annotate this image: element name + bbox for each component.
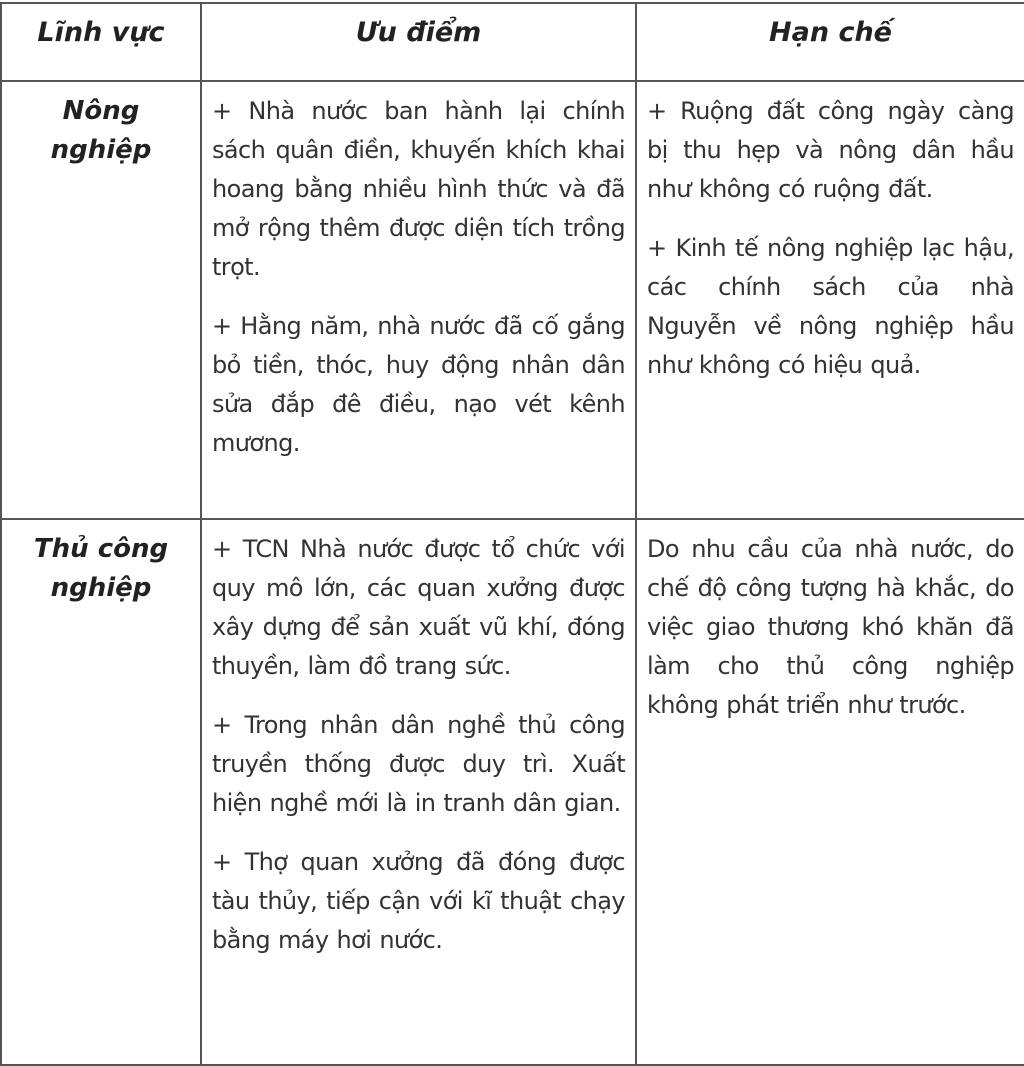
field-cell-handicraft xyxy=(1,519,201,1065)
header-pros: Ưu điểm xyxy=(201,3,636,81)
table-row-agriculture xyxy=(1,81,1024,519)
pros-paragraph: + TCN Nhà nước được tổ chức với quy mô lớn, các quan xưởng được xây dựng để sản xuất vũ khí, đóng thuyền, làm đồ trang sức. xyxy=(212,535,625,680)
field-label-line: nghiệp xyxy=(50,135,152,165)
header-field: Lĩnh vực xyxy=(1,3,201,81)
cons-cell-agriculture xyxy=(636,81,1024,519)
table-row-handicraft xyxy=(1,519,1024,1065)
table-header-row xyxy=(1,3,1024,81)
field-label-line: nghiệp xyxy=(50,573,152,603)
cons-cell-handicraft xyxy=(636,519,1024,1065)
pros-paragraph: + Trong nhân dân nghề thủ công truyền thống được duy trì. Xuất hiện nghề mới là in tranh dân gian. xyxy=(212,711,625,817)
field-label-line: Nông xyxy=(62,96,140,126)
pros-paragraph: + Nhà nước ban hành lại chính sách quân điền, khuyến khích khai hoang bằng nhiều hình thức và đã mở rộng thêm được diện tích trồng trọt. xyxy=(212,97,625,281)
pros-paragraph: + Thợ quan xưởng đã đóng được tàu thủy, tiếp cận với kĩ thuật chạy bằng máy hơi nước. xyxy=(212,848,625,954)
pros-cell-handicraft xyxy=(201,519,636,1065)
field-cell-agriculture xyxy=(1,81,201,519)
pros-cell-agriculture xyxy=(201,81,636,519)
pros-paragraph: + Hằng năm, nhà nước đã cố gắng bỏ tiền, thóc, huy động nhân dân sửa đắp đê điều, nạo vét kênh mương. xyxy=(212,312,625,457)
header-cons: Hạn chế xyxy=(636,3,1024,81)
cons-paragraph: + Ruộng đất công ngày càng bị thu hẹp và nông dân hầu như không có ruộng đất. xyxy=(647,97,1014,203)
comparison-table xyxy=(0,2,1024,1066)
cons-paragraph: + Kinh tế nông nghiệp lạc hậu, các chính sách của nhà Nguyễn về nông nghiệp hầu như không có hiệu quả. xyxy=(647,234,1014,379)
cons-paragraph: Do nhu cầu của nhà nước, do chế độ công tượng hà khắc, do việc giao thương khó khăn đã làm cho thủ công nghiệp không phát triển như trước. xyxy=(647,535,1014,719)
field-label-line: Thủ công xyxy=(33,534,169,564)
